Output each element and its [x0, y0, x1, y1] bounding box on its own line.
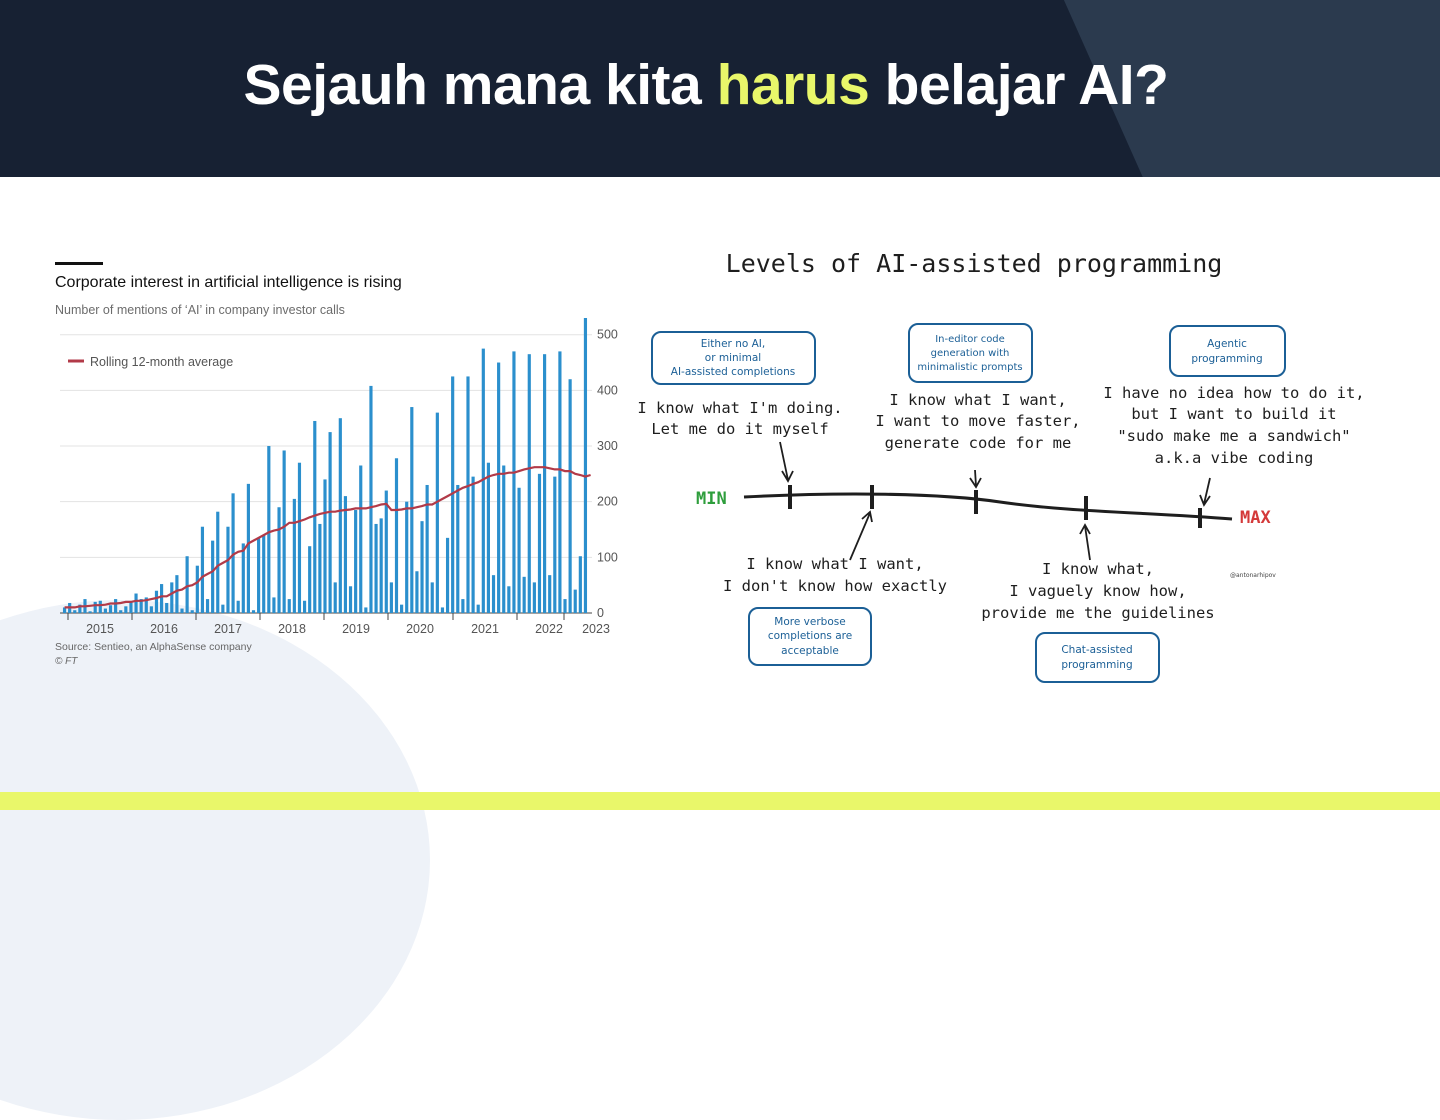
bar [298, 463, 301, 613]
diagram-credit: @antonarhipov [1230, 572, 1276, 579]
bar [548, 575, 551, 613]
bar [364, 607, 367, 613]
bar [272, 597, 275, 613]
bar [502, 466, 505, 614]
caption-guidelines [981, 560, 1214, 622]
svg-text:minimalistic prompts: minimalistic prompts [917, 362, 1023, 373]
bar [385, 491, 388, 613]
caption-dont-know-how [723, 555, 947, 595]
bar [155, 591, 158, 613]
caption-vibe-coding [1103, 384, 1364, 467]
bar [206, 599, 209, 613]
x-tick-label: 2020 [406, 622, 434, 636]
bar [262, 535, 265, 613]
svg-text:"sudo make me a sandwich": "sudo make me a sandwich" [1117, 427, 1351, 445]
chart-rolling-average [65, 467, 591, 607]
bar [374, 524, 377, 613]
y-tick-label: 200 [597, 494, 618, 509]
svg-text:I want to move faster,: I want to move faster, [875, 412, 1081, 430]
svg-text:Chat-assisted: Chat-assisted [1061, 644, 1133, 656]
bar [247, 484, 250, 613]
bar [196, 566, 199, 613]
bar [283, 450, 286, 613]
bar [436, 413, 439, 613]
y-tick-label: 100 [597, 550, 618, 565]
timeline-line [744, 494, 1232, 519]
rolling-average-line [65, 467, 591, 607]
bar [543, 354, 546, 613]
bar [395, 458, 398, 613]
box-chat-assisted [1036, 633, 1159, 682]
bar [216, 512, 219, 613]
chart-subtitle: Number of mentions of ‘AI’ in company investor calls [55, 303, 345, 317]
bar [257, 538, 260, 613]
bar [512, 351, 515, 613]
bar [134, 594, 137, 613]
svg-text:More verbose: More verbose [774, 616, 846, 628]
bar [170, 582, 173, 613]
bar [405, 502, 408, 613]
bar [186, 556, 189, 613]
bar [73, 610, 76, 613]
bar [533, 582, 536, 613]
legend-label: Rolling 12-month average [90, 355, 234, 369]
bar [349, 586, 352, 613]
bottom-accent-bar [0, 792, 1440, 810]
bar [114, 599, 117, 613]
bar [175, 575, 178, 613]
bar [104, 609, 107, 613]
bar [446, 538, 449, 613]
x-tick-label: 2021 [471, 622, 499, 636]
bar [329, 432, 332, 613]
caption-do-it-myself [637, 399, 842, 438]
bar [574, 590, 577, 613]
levels-diagram [620, 230, 1400, 700]
chart-copyright: © FT [55, 656, 78, 667]
bar [584, 318, 587, 613]
svg-text:I know what I want,: I know what I want, [746, 555, 924, 573]
bar [523, 577, 526, 613]
bar [415, 571, 418, 613]
bar [487, 463, 490, 613]
svg-text:I don't know how exactly: I don't know how exactly [723, 577, 947, 595]
bar [119, 610, 122, 613]
svg-text:generation with: generation with [930, 348, 1010, 359]
svg-text:or minimal: or minimal [704, 352, 762, 364]
bar [563, 599, 566, 613]
bar [242, 543, 245, 613]
bar [558, 351, 561, 613]
x-tick-label: 2019 [342, 622, 370, 636]
bar [492, 575, 495, 613]
svg-text:I vaguely know how,: I vaguely know how, [1009, 582, 1187, 600]
bar [252, 610, 255, 613]
bar [109, 605, 112, 613]
bar [318, 524, 321, 613]
bar [201, 527, 204, 613]
min-label: MIN [696, 489, 727, 509]
bar [191, 610, 194, 613]
title-highlight: harus [716, 53, 870, 117]
chart-y-ticks [597, 328, 618, 620]
bar [461, 599, 464, 613]
bar [553, 477, 556, 613]
bar [277, 507, 280, 613]
bar [528, 354, 531, 613]
bar [293, 499, 296, 613]
bar [517, 488, 520, 613]
y-tick-label: 500 [597, 327, 618, 342]
bar [226, 527, 229, 613]
box-no-ai [652, 332, 815, 384]
svg-text:Either no AI,: Either no AI, [700, 338, 766, 350]
x-tick-label: 2017 [214, 622, 242, 636]
svg-text:programming: programming [1191, 353, 1263, 365]
title-part-1: Sejauh mana kita [243, 53, 717, 117]
bar [569, 379, 572, 613]
x-tick-label: 2023 [582, 622, 610, 636]
bar [339, 418, 342, 613]
bar [410, 407, 413, 613]
diagram-title: Levels of AI-assisted programming [725, 249, 1223, 278]
x-tick-label: 2022 [535, 622, 563, 636]
bar [221, 605, 224, 613]
bar [99, 601, 102, 613]
bar [160, 584, 163, 613]
bar [180, 609, 183, 613]
bar [507, 586, 510, 613]
chart-x-ticks [68, 613, 610, 636]
bar [129, 602, 132, 613]
bar [308, 546, 311, 613]
bar [380, 518, 383, 613]
timeline-ticks [790, 485, 1200, 528]
chart-source: Source: Sentieo, an AlphaSense company [55, 641, 252, 653]
svg-text:a.k.a vibe coding: a.k.a vibe coding [1154, 449, 1314, 467]
bar [303, 601, 306, 613]
caption-move-faster [875, 391, 1080, 452]
bar [359, 466, 362, 614]
y-tick-label: 300 [597, 439, 618, 454]
bar [472, 477, 475, 613]
bar [165, 603, 168, 613]
svg-text:acceptable: acceptable [781, 645, 839, 657]
bar [89, 611, 92, 613]
bar [579, 556, 582, 613]
chart-legend [68, 355, 233, 369]
svg-text:I have no idea how to do it,: I have no idea how to do it, [1103, 384, 1365, 402]
bar [420, 521, 423, 613]
bar [466, 376, 469, 613]
bar [211, 541, 214, 613]
bar [344, 496, 347, 613]
chart-title: Corporate interest in artificial intelligence is rising [55, 274, 402, 291]
bar [477, 605, 480, 613]
bar [441, 607, 444, 613]
y-tick-label: 400 [597, 383, 618, 398]
x-tick-label: 2016 [150, 622, 178, 636]
svg-text:generate code for me: generate code for me [884, 434, 1072, 452]
y-tick-label: 0 [597, 606, 604, 620]
bar [369, 386, 372, 613]
max-label: MAX [1240, 508, 1271, 528]
ai-mentions-chart [0, 0, 640, 680]
svg-text:but I want to build it: but I want to build it [1131, 405, 1337, 423]
x-tick-label: 2015 [86, 622, 114, 636]
svg-text:completions are: completions are [767, 630, 853, 642]
bar [323, 479, 326, 613]
title-part-2: belajar AI? [869, 53, 1169, 117]
svg-text:I know what I'm doing.: I know what I'm doing. [637, 399, 843, 417]
x-tick-label: 2018 [278, 622, 306, 636]
bar [431, 582, 434, 613]
svg-text:programming: programming [1061, 659, 1133, 671]
bar [538, 474, 541, 613]
svg-text:In-editor code: In-editor code [935, 334, 1005, 345]
bar [124, 606, 127, 613]
bar [390, 582, 393, 613]
bar [237, 601, 240, 613]
bar [267, 446, 270, 613]
svg-text:AI-assisted completions: AI-assisted completions [670, 366, 796, 378]
bar [400, 605, 403, 613]
svg-text:I know what,: I know what, [1042, 560, 1154, 578]
box-verbose-completions [749, 608, 871, 665]
bar [334, 582, 337, 613]
svg-text:Let me do it myself: Let me do it myself [651, 420, 829, 438]
bar [456, 485, 459, 613]
bar [497, 363, 500, 613]
svg-text:provide me the guidelines: provide me the guidelines [981, 604, 1215, 622]
svg-text:I know what I want,: I know what I want, [889, 391, 1067, 409]
bar [150, 606, 153, 613]
box-in-editor [909, 324, 1032, 382]
box-agentic [1170, 326, 1285, 376]
bar [94, 602, 97, 613]
bar [354, 510, 357, 613]
bar [288, 599, 291, 613]
svg-text:Agentic: Agentic [1207, 338, 1247, 350]
